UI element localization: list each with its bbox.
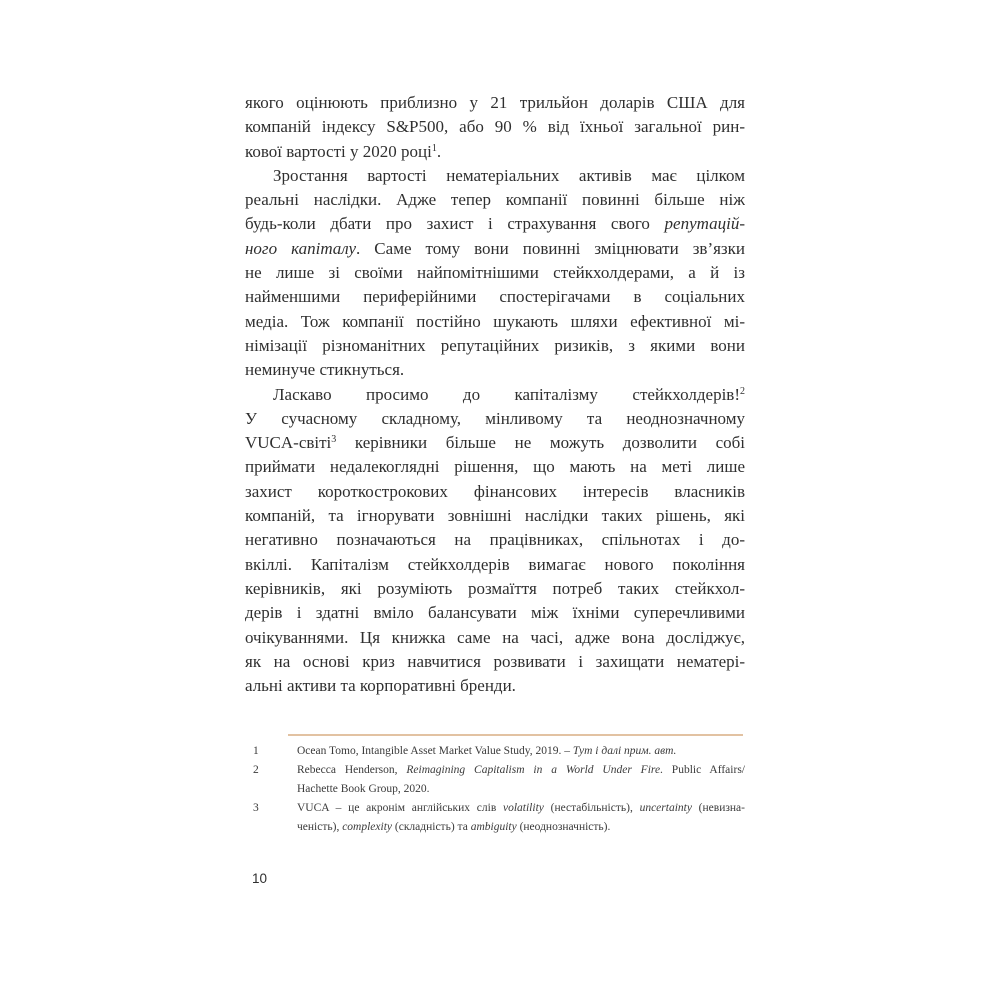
footnote-line [297,780,745,799]
text-segment: VUCA-світі [245,433,332,453]
body-line [245,674,745,698]
footnote-reference-superscript: 2 [740,385,745,397]
text-segment: неминуче стикнуться. [245,360,405,380]
text-segment: Hachette Book Group, 2020. [297,783,430,795]
text-segment: німізації різноманітних репутаційних ризиків, з якими вони [245,335,745,355]
body-line [245,431,745,455]
text-segment: Зростання вартості нематеріальних активів має цілком [273,165,745,185]
text-segment: (складність) та [392,821,471,833]
footnote-row [253,742,745,761]
text-segment: (нестабільність), [543,802,640,814]
italic-text-segment: ambiguity [470,821,517,833]
footnote-separator-rule [288,734,743,736]
body-line [245,237,745,261]
text-segment: дерів і здатні вміло балансувати між їхніми суперечливими [245,603,745,623]
text-segment: компаній індексу S&P500, або 90 % від їхньої загальної рин- [245,117,745,137]
body-line [245,261,745,285]
text-segment: . [436,141,442,161]
text-segment: як на основі криз навчитися розвивати і захищати нематері- [245,651,745,671]
text-segment: керівників, які розуміють розмаїття потреб таких стейкхол- [245,578,745,598]
footnote-reference-superscript: 1 [431,142,437,154]
italic-text-segment: репутацій- [664,214,745,234]
text-segment: У сучасному складному, мінливому та неоднозначному [245,408,745,428]
body-line [245,164,745,188]
text-segment: Ocean Tomo, Intangible Asset Market Value Study, 2019. – [297,745,573,757]
body-text-block [245,91,745,698]
body-line [245,626,745,650]
text-segment: Rebecca Henderson, [297,764,407,776]
body-line [245,650,745,674]
text-segment: якого оцінюють приблизно у 21 трильйон доларів США для [245,93,745,112]
text-segment: (невизна- [691,802,745,814]
body-line [245,504,745,528]
text-segment: реальні наслідки. Адже тепер компанії повинні більше ніж [245,190,745,210]
text-segment: . Саме тому вони повинні зміцнювати зв’язки [356,238,745,258]
body-line [245,334,745,358]
text-segment: . Public Affairs/ [660,764,745,776]
text-segment: альні активи та корпоративні бренди. [245,676,516,696]
footnote-row [253,761,745,799]
body-line [245,188,745,212]
body-line [245,212,745,236]
body-line [245,455,745,479]
page-number: 10 [252,871,268,886]
footnote-line [297,799,745,818]
text-segment: будь-коли дбати про захист і страхування свого [245,214,665,234]
body-line [245,383,745,407]
footnote-number: 1 [253,745,259,757]
italic-text-segment: Reimagining Capitalism in a World Under Fire [406,764,661,776]
footnote-line [297,761,745,780]
body-line [245,577,745,601]
body-line [245,528,745,552]
footnote-text [297,799,745,837]
body-line [245,480,745,504]
footnote-line [297,742,745,761]
text-segment: негативно позначаються на працівниках, спільнотах і до- [245,530,745,550]
text-segment: керівники більше не можуть дозволити собі [336,433,745,453]
footnotes-block [253,742,745,837]
text-segment: очікуваннями. Ця книжка саме на часі, адже вона досліджує, [245,627,745,647]
italic-text-segment: ного капіталу [245,238,357,258]
footnote-text [297,761,745,799]
text-segment: вкіллі. Капіталізм стейкхолдерів вимагає нового покоління [245,554,745,574]
text-segment: Ласкаво просимо до капіталізму стейкхолдерів! [273,384,740,404]
body-line [245,407,745,431]
italic-text-segment: complexity [342,821,393,833]
footnote-number: 3 [253,802,259,814]
text-segment: медіа. Тож компанії постійно шукають шляхи ефективної мі- [245,311,745,331]
text-segment: VUCA – це акронім англійських слів [297,802,503,814]
footnote-line [297,818,745,837]
italic-text-segment: uncertainty [639,802,692,814]
body-line [245,310,745,334]
footnote-row [253,799,745,837]
text-segment: ченість), [297,821,343,833]
body-line [245,358,745,382]
text-segment: (неоднозначність). [516,821,611,833]
text-segment: приймати недалекоглядні рішення, що мають на меті лише [245,457,745,477]
body-line [245,140,745,164]
body-line [245,553,745,577]
italic-text-segment: volatility [502,802,544,814]
footnote-reference-superscript: 3 [331,434,337,446]
text-segment: кової вартості у 2020 році [245,141,432,161]
body-line [245,91,745,115]
body-line [245,285,745,309]
text-segment: компаній, та ігнорувати зовнішні наслідки таких рішень, які [245,506,745,526]
text-segment: не лише зі своїми найпомітнішими стейкхолдерами, а й із [245,263,745,283]
footnote-text [297,742,745,761]
body-line [245,115,745,139]
italic-text-segment: Тут і далі прим. авт. [572,745,677,757]
text-segment: найменшими периферійними спостерігачами в соціальних [245,287,745,307]
footnote-number: 2 [253,764,259,776]
text-segment: захист короткострокових фінансових інтересів власників [245,481,745,501]
body-line [245,601,745,625]
